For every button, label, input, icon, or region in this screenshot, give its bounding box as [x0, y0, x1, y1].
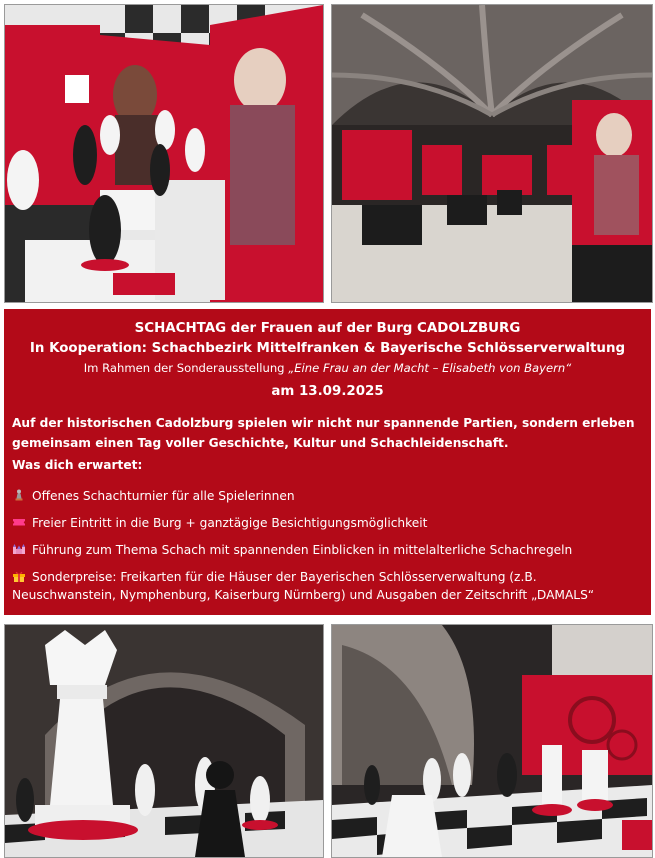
- item-text: Freier Eintritt in die Burg + ganztägige Besichtigungsmöglichkeit: [32, 516, 428, 530]
- ticket-icon: [12, 516, 26, 528]
- list-item: [12, 568, 643, 604]
- exhibition-name: „Eine Frau an der Macht – Elisabeth von Bayern“: [288, 361, 572, 375]
- list-item: [12, 514, 643, 532]
- photo-chess-board-exhibit: [331, 624, 653, 858]
- photo-exhibit-chess-pieces: [4, 4, 324, 303]
- event-title: SCHACHTAG der Frauen auf der Burg CADOLZBURG: [134, 321, 521, 336]
- photo-exhibition-hall: [331, 4, 653, 303]
- exhibition-line: [12, 359, 643, 378]
- item-text: Sonderpreise: Freikarten für die Häuser der Bayerischen Schlösserverwaltung (z.B. Neuschwanstein, Nymphenburg, Kaiserburg Nürnberg) und Ausgaben der Zeitschrift „DAMALS“: [12, 570, 595, 602]
- item-text: Offenes Schachturnier für alle Spielerinnen: [32, 489, 295, 503]
- exhibition-prefix: Im Rahmen der Sonderausstellung: [83, 361, 289, 375]
- photo-chess-queen: [4, 624, 324, 858]
- chess-pawn-icon: [12, 489, 26, 501]
- list-item: [12, 487, 643, 505]
- event-date: am 13.09.2025: [271, 384, 384, 399]
- intro-text: Auf der historischen Cadolzburg spielen wir nicht nur spannende Partien, sondern erleben gemeinsam einen Tag voller Geschichte, Kultur und Schachleidenschaft.: [12, 416, 635, 450]
- item-text: Führung zum Thema Schach mit spannenden Einblicken in mittelalterliche Schachregeln: [32, 543, 573, 557]
- event-info-box: [4, 309, 651, 615]
- gift-icon: [12, 570, 26, 582]
- expect-heading: Was dich erwartet:: [12, 458, 143, 472]
- castle-icon: [12, 543, 26, 555]
- cooperation-line: In Kooperation: Schachbezirk Mittelfranken & Bayerische Schlösserverwaltung: [29, 341, 626, 356]
- list-item: [12, 541, 643, 559]
